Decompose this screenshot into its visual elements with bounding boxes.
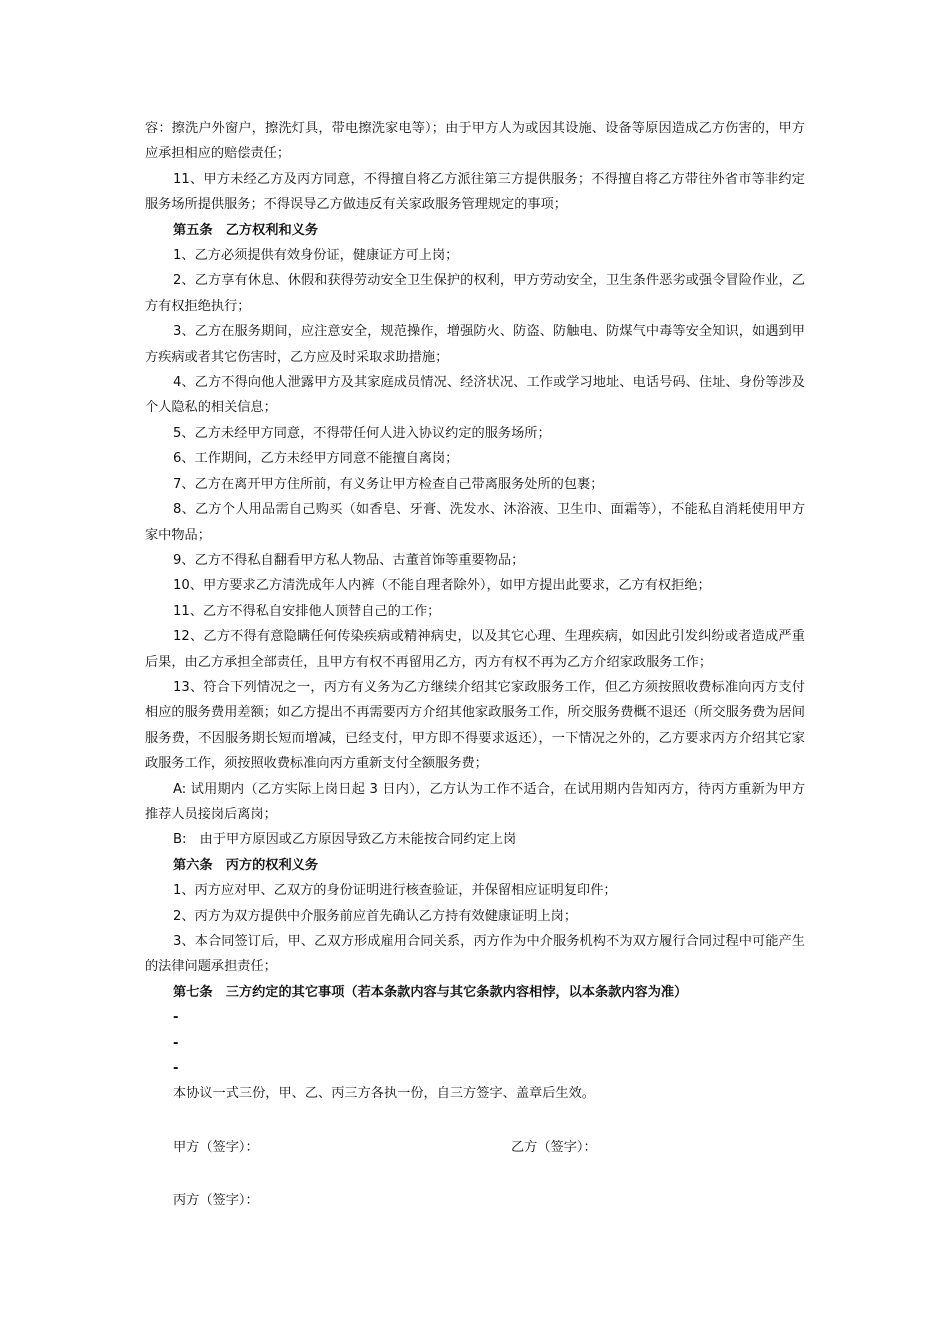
signature-row-ab <box>145 1135 805 1160</box>
spacer <box>145 1160 805 1188</box>
article-6-item: 1、丙方应对甲、乙双方的身份证明进行核查验证，并保留相应证明复印件； <box>173 883 617 899</box>
party-c-signature-label: 丙方（签字）： <box>173 1193 259 1209</box>
article-5-item: 11、乙方不得私自安排他人顶替自己的工作； <box>173 603 441 619</box>
party-a-signature-label: 甲方（签字）： <box>173 1139 259 1155</box>
article-5-item: 6、工作期间，乙方未经甲方同意不能擅自离岗； <box>173 451 459 467</box>
signature-row-c <box>145 1188 805 1213</box>
article-5-item: 3、乙方在服务期间，应注意安全，规范操作，增强防火、防盗、防触电、防煤气中毒等安全知识，如遇到甲方疾病或者其它伤害时，乙方应及时采取求助措施； <box>145 324 805 365</box>
blank-line-marker: - <box>173 1035 179 1051</box>
article-5-item: 5、乙方未经甲方同意，不得带任何人进入协议约定的服务场所； <box>173 425 551 441</box>
article-5-item: 8、乙方个人用品需自己购买（如香皂、牙膏、洗发水、沐浴液、卫生巾、面霜等），不能私自消耗使用甲方家中物品； <box>145 502 805 543</box>
article-5-item: 10、甲方要求乙方清洗成年人内裤（不能自理者除外），如甲方提出此要求，乙方有权拒绝； <box>173 578 711 594</box>
article-5-item: 2、乙方享有休息、休假和获得劳动安全卫生保护的权利，甲方劳动安全，卫生条件恶劣或强令冒险作业，乙方有权拒绝执行； <box>145 273 805 314</box>
article-6-item: 3、本合同签订后，甲、乙双方形成雇用合同关系，丙方作为中介服务机构不为双方履行合同过程中可能产生的法律问题承担责任； <box>145 934 805 975</box>
blank-line-marker: - <box>173 1010 179 1026</box>
article-5-item: 7、乙方在离开甲方住所前，有义务让甲方检查自己带离服务处所的包裹； <box>173 476 604 492</box>
spacer <box>145 1107 805 1135</box>
article-5-subitem-a: A: 试用期内（乙方实际上岗日起 3 日内），乙方认为工作不适合，在试用期内告知丙方，待丙方重新为甲方推荐人员接岗后离岗； <box>145 781 805 822</box>
article-5-item: 9、乙方不得私自翻看甲方私人物品、古董首饰等重要物品； <box>173 552 525 568</box>
document-body <box>145 116 805 1214</box>
article-6-heading: 第六条 丙方的权利义务 <box>173 857 319 873</box>
article-5-heading: 第五条 乙方权利和义务 <box>173 222 319 238</box>
article-5-item: 12、乙方不得有意隐瞒任何传染疾病或精神病史，以及其它心理、生理疾病，如因此引发纠纷或者造成严重后果，由乙方承担全部责任，且甲方有权不再留用乙方，丙方有权不再为乙方介绍家政服务工作； <box>145 629 805 670</box>
intro-paragraph-continued: 容：擦洗户外窗户，擦洗灯具，带电擦洗家电等）；由于甲方人为或因其设施、设备等原因造成乙方伤害的，甲方应承担相应的赔偿责任； <box>145 121 805 162</box>
blank-line-marker: - <box>173 1061 179 1076</box>
article-5-item: 4、乙方不得向他人泄露甲方及其家庭成员情况、经济状况、工作或学习地址、电话号码、住址、身份等涉及个人隐私的相关信息； <box>145 375 805 416</box>
article-6-item: 2、丙方为双方提供中介服务前应首先确认乙方持有效健康证明上岗； <box>173 908 578 924</box>
article-7-heading: 第七条 三方约定的其它事项（若本条款内容与其它条款内容相悖，以本条款内容为准） <box>173 984 688 1000</box>
article-5-item: 13、符合下列情况之一，丙方有义务为乙方继续介绍其它家政服务工作，但乙方须按照收费标准向丙方支付相应的服务费用差额；如乙方提出不再需要丙方介绍其他家政服务工作，所交服务费概不退还（所交服务费为居间服务费，不因服务期长短而增减，已经支付，甲方即不得要求返还），一下情况之外的，乙方要求丙方介绍其它家政服务工作，须按照收费标准向丙方重新支付全额服务费； <box>145 679 805 772</box>
article-5-item: 1、乙方必须提供有效身份证，健康证方可上岗； <box>173 248 459 264</box>
party-b-signature-label: 乙方（签字）： <box>511 1139 597 1155</box>
article-5-subitem-b: B: 由于甲方原因或乙方原因导致乙方未能按合同约定上岗 <box>173 832 517 848</box>
closing-statement: 本协议一式三份，甲、乙、丙三方各执一份，自三方签字、盖章后生效。 <box>173 1086 595 1102</box>
intro-clause-11: 11、甲方未经乙方及丙方同意，不得擅自将乙方派往第三方提供服务；不得擅自将乙方带往外省市等非约定服务场所提供服务；不得误导乙方做违反有关家政服务管理规定的事项； <box>145 171 805 213</box>
